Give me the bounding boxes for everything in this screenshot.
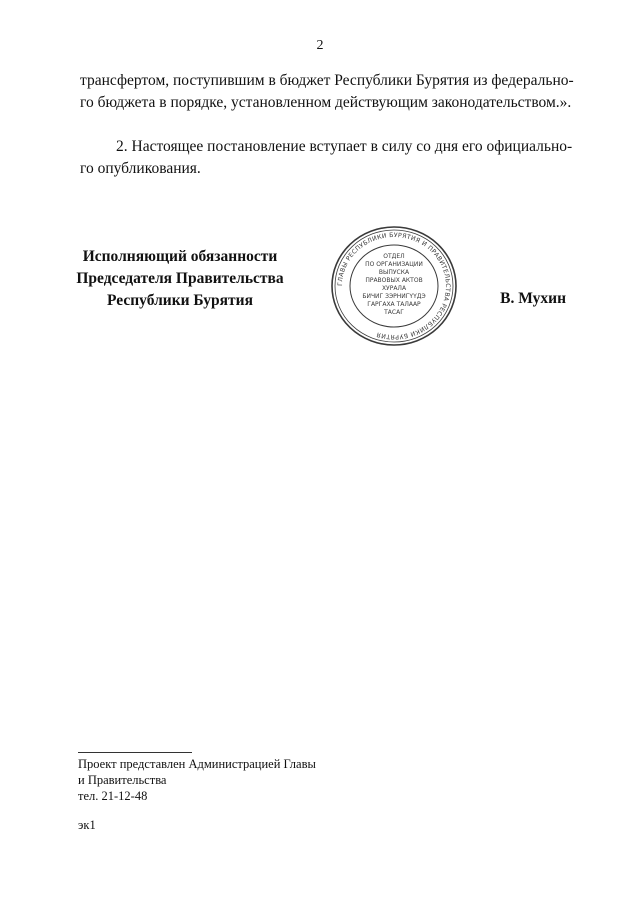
paragraph-line: го опубликования. <box>80 160 201 177</box>
stamp-center-line: ТАСАГ <box>384 309 404 316</box>
footnote-line: и Правительства <box>78 773 167 787</box>
signatory-name: В. Мухин <box>500 290 566 307</box>
paragraph-line: 2. Настоящее постановление вступает в силу со дня его официально- <box>116 138 573 155</box>
stamp-center-line: ХУРАЛА <box>381 285 407 292</box>
signatory-position <box>74 246 286 312</box>
paragraph-line: го бюджета в порядке, установленном действующим законодательством.». <box>80 94 572 111</box>
page-number: 2 <box>316 38 324 53</box>
body-paragraph-2 <box>80 136 573 180</box>
paragraph-line: трансфертом, поступившим в бюджет Республики Бурятия из федерально- <box>80 72 574 89</box>
round-seal-stamp-icon <box>329 224 459 348</box>
stamp-center-line: ВЫПУСКА <box>378 269 410 276</box>
stamp-center-line: ПРАВОВЫХ АКТОВ <box>365 277 423 284</box>
document-code: эк1 <box>78 818 96 832</box>
stamp-center-line: БИЧИГ ЗЭРНИГҮҮДЭ <box>362 293 426 300</box>
body-paragraph-1 <box>80 70 574 114</box>
stamp-center-line: ОТДЕЛ <box>383 253 405 260</box>
footnote-divider <box>78 752 192 753</box>
stamp-center-line: ПО ОРГАНИЗАЦИИ <box>365 261 423 268</box>
stamp-ring-text: ГЛАВЫ РЕСПУБЛИКИ БУРЯТИЯ И ПРАВИТЕЛЬСТВА РЕСПУБЛИКИ БУРЯТИЯ <box>336 231 452 341</box>
footnote-line: тел. 21-12-48 <box>78 789 148 803</box>
signatory-position-line: Председателя Правительства <box>76 270 284 287</box>
stamp-center-line: ГАРГАХА ТАЛААР <box>367 301 421 308</box>
footnote <box>78 756 316 804</box>
signatory-position-line: Республики Бурятия <box>107 292 253 309</box>
signatory-position-line: Исполняющий обязанности <box>82 248 278 265</box>
footnote-line: Проект представлен Администрацией Главы <box>78 757 316 771</box>
